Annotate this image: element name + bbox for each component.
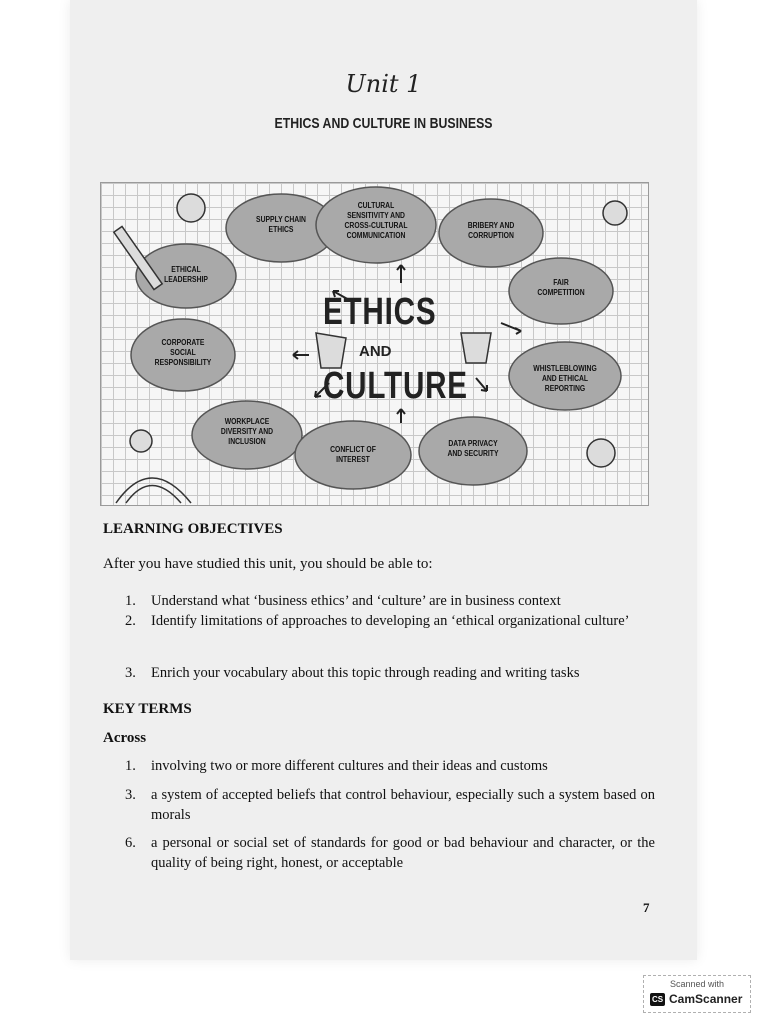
objective-text: Enrich your vocabulary about this topic through reading and writing tasks (151, 665, 580, 681)
objective-number: 3. (125, 665, 136, 681)
topic-corporate-social-responsibility: CORPORATE SOCIAL RESPONSIBILITY (154, 338, 212, 367)
learning-objectives-heading: LEARNING OBJECTIVES (103, 521, 283, 537)
key-terms-heading: KEY TERMS (103, 701, 192, 717)
key-term-text: a system of accepted beliefs that control behaviour, especially such a system based on morals (151, 787, 655, 823)
key-term-number: 1. (125, 758, 136, 774)
mindmap-illustration (100, 182, 649, 506)
key-term-item (125, 785, 655, 825)
objective-text: Understand what ‘business ethics’ and ‘culture’ are in business context (151, 593, 561, 609)
objective-number: 2. (125, 613, 136, 629)
objective-item (125, 611, 655, 631)
topic-fair-competition: FAIR COMPETITION (537, 278, 585, 297)
topic-workplace-diversity: WORKPLACE DIVERSITY AND INCLUSION (220, 417, 274, 446)
key-term-item (125, 833, 655, 873)
topic-ethical-leadership: ETHICAL LEADERSHIP (164, 265, 208, 284)
center-title-and: AND (359, 343, 392, 360)
unit-label: Unit 1 (345, 70, 422, 98)
topic-conflict-of-interest: CONFLICT OF INTEREST (330, 445, 376, 464)
objective-item (125, 591, 655, 611)
scanner-brand-name: CamScanner (669, 992, 743, 1006)
topic-supply-chain-ethics: SUPPLY CHAIN ETHICS (256, 215, 306, 234)
topic-bribery-corruption: BRIBERY AND CORRUPTION (467, 221, 515, 240)
topic-whistleblowing: WHISTLEBLOWING AND ETHICAL REPORTING (533, 364, 597, 393)
key-term-item (125, 756, 655, 776)
scanner-watermark-caption: Scanned with (669, 979, 725, 989)
key-term-text: involving two or more different cultures and their ideas and customs (151, 758, 548, 774)
topic-cultural-sensitivity: CULTURAL SENSITIVITY AND CROSS-CULTURAL COMMUNICATION (344, 201, 408, 240)
unit-title: ETHICS AND CULTURE IN BUSINESS (274, 115, 493, 132)
topic-data-privacy: DATA PRIVACY AND SECURITY (447, 439, 499, 458)
key-terms-subheading: Across (103, 730, 147, 746)
objective-text: Identify limitations of approaches to developing an ‘ethical organizational culture’ (151, 613, 630, 629)
document-page (70, 0, 697, 960)
center-title-ethics: ETHICS (323, 291, 437, 333)
page-number: 7 (643, 900, 650, 915)
camscanner-logo-icon: CS (651, 995, 664, 1004)
learning-objectives-intro: After you have studied this unit, you should be able to: (103, 556, 433, 572)
key-term-text: a personal or social set of standards for good or bad behaviour and character, or the quality of being right, honest, or acceptable (151, 835, 655, 871)
objective-number: 1. (125, 593, 136, 609)
scanner-watermark (643, 975, 751, 1013)
center-title-culture: CULTURE (323, 365, 468, 407)
objective-item (125, 663, 655, 683)
key-term-number: 3. (125, 787, 136, 803)
key-term-number: 6. (125, 835, 136, 851)
